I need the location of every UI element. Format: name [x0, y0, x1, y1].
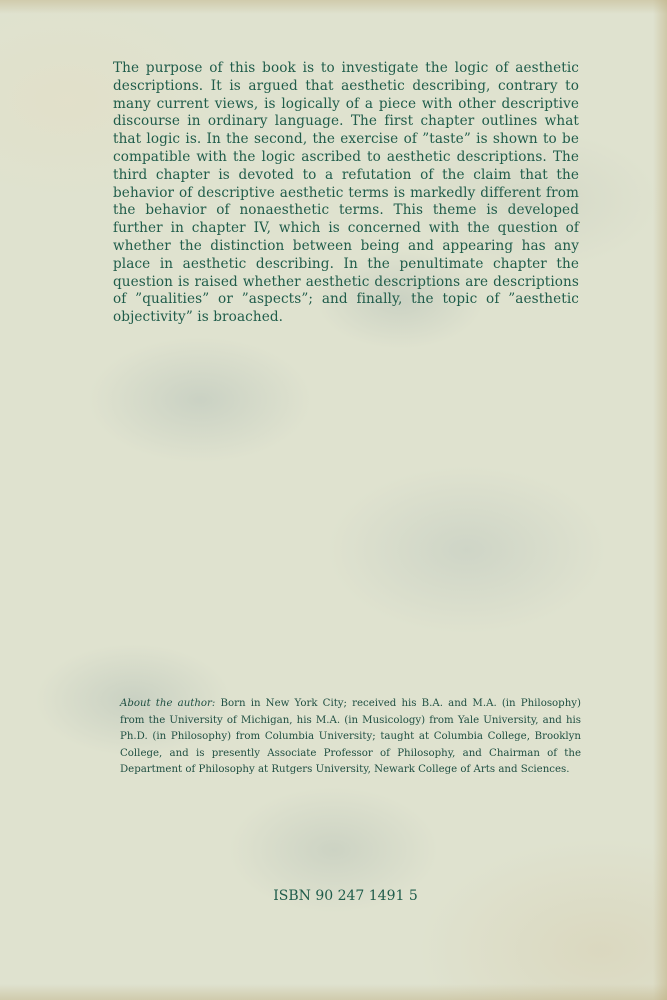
paper-edge-top — [0, 0, 667, 14]
isbn-number: ISBN 90 247 1491 5 — [273, 888, 418, 904]
about-the-author — [120, 696, 581, 779]
about-author-text: Born in New York City; received his B.A. and M.A. (in Philosophy) from the University of Michigan, his M.A. (in Musicology) from Yale University, and his Ph.D. (in Philosophy) from Columbia University; taught at Columbia College, Brooklyn College, and is presently Associate Professor of Philosophy, and Chairman of the Department of Philosophy at Rutgers University, Newark College of Arts and Sciences. — [120, 698, 581, 775]
book-description: The purpose of this book is to investigate the logic of aesthetic descriptions. It is argued that aesthetic describing, contrary to many current views, is logically of a piece with other descriptive discourse in ordinary language. The first chapter outlines what that logic is. In the second, the exercise of ”taste” is shown to be compatible with the logic ascribed to aesthetic descriptions. The third chapter is devoted to a refutation of the claim that the behavior of descriptive aesthetic terms is markedly different from the behavior of nonaesthetic terms. This theme is developed further in chapter IV, which is concerned with the question of whether the distinction between being and appearing has any place in aesthetic describing. In the penultimate chapter the question is raised whether aesthetic descriptions are descriptions of ”qualities” or ”aspects”; and finally, the topic of ”aesthetic objectivity” is broached. — [113, 60, 579, 326]
about-author-label: About the author: — [120, 698, 216, 709]
paper-edge-right — [653, 0, 667, 1000]
paper-edge-bottom — [0, 984, 667, 1000]
